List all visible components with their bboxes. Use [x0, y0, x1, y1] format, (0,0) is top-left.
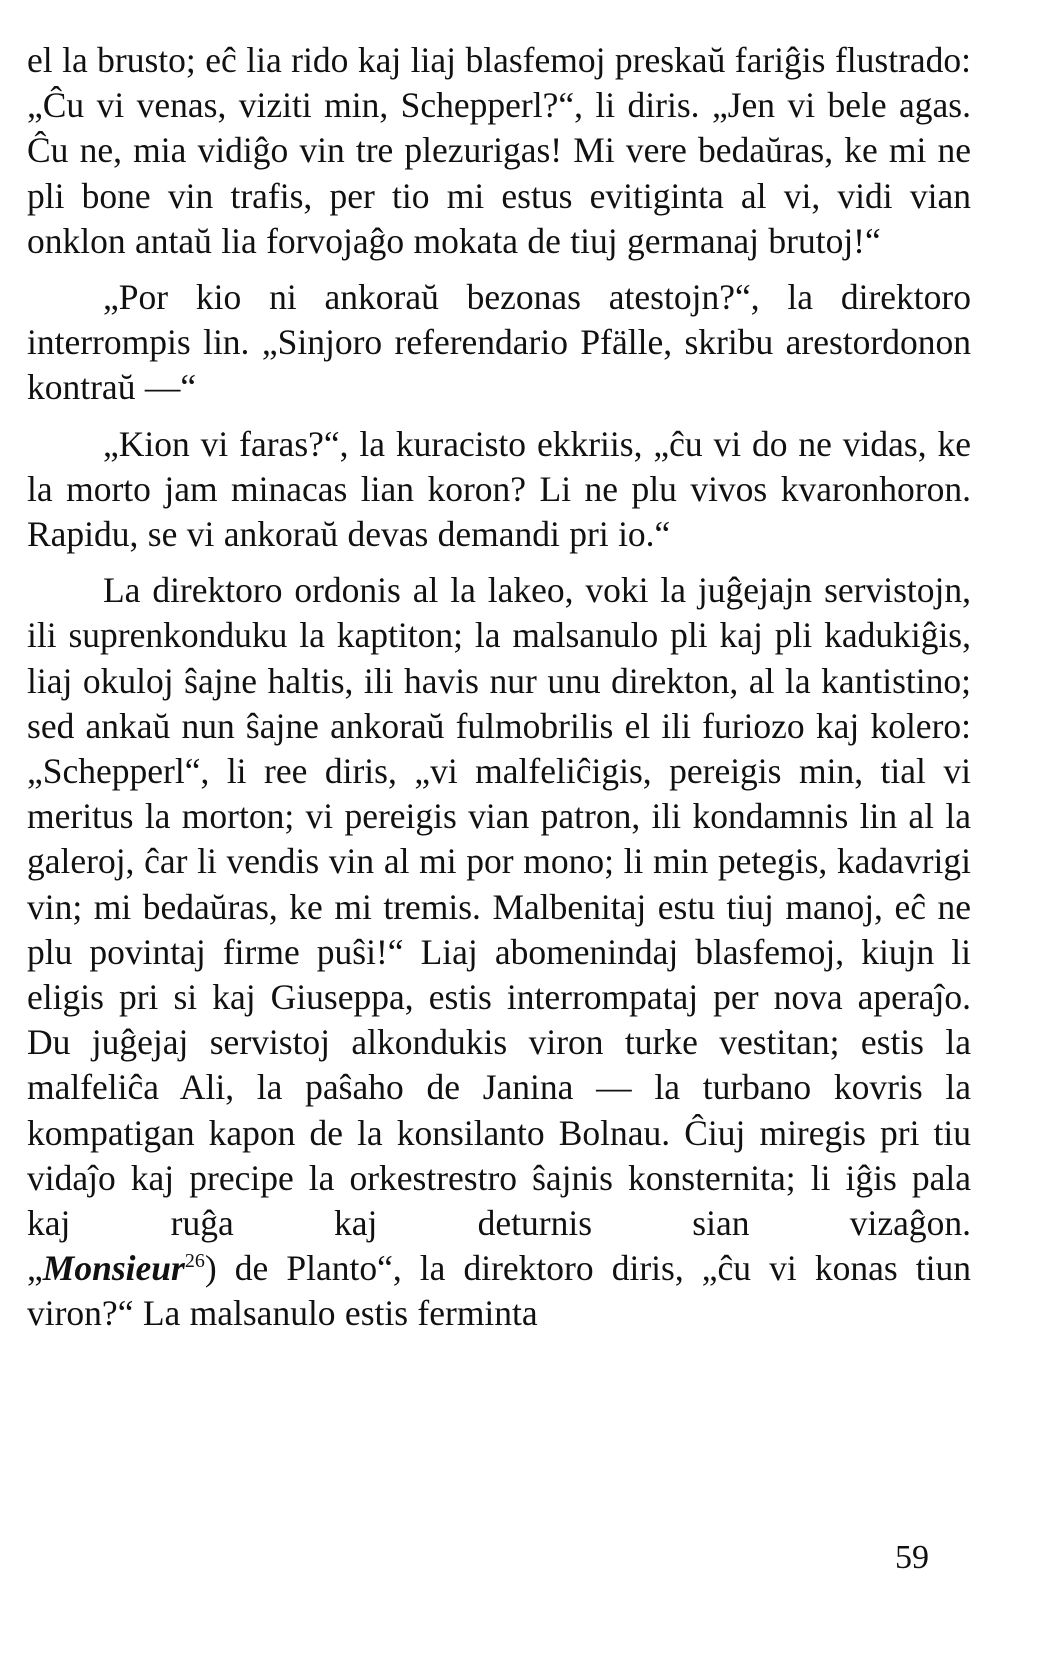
paragraph-monsieur-line — [27, 1246, 971, 1336]
paragraph-director-interrupts: „Por kio ni ankoraŭ bezonas atestojn?“, la direktoro interrompis lin. „Sinjoro referendario Pfälle, skribu arestordonon kontraŭ —“ — [27, 277, 971, 408]
footnote-ref: 26 — [184, 1250, 205, 1273]
body-text — [27, 38, 971, 1337]
page-number: 59 — [895, 1539, 929, 1576]
monsieur-rest: ) de Planto“, la direktoro diris, „ĉu vi konas tiun viron?“ La malsanulo estis ferminta — [27, 1248, 971, 1334]
open-quote: „ — [27, 1248, 43, 1289]
paragraph-director-orders: La direktoro ordonis al la lakeo, voki la juĝejajn servistojn, ili suprenkonduku la kaptiton; la malsanulo pli kaj pli kadukiĝis, liaj okuloj ŝajne haltis, ili havis nur unu direkton, al la kantistino; sed ankaŭ nun ŝajne ankoraŭ fulmobrilis el ili furiozo kaj kolero: „Schepperl“, li ree diris, „vi malfeliĉigis, pereigis min, tial vi meritus la morton; vi pereigis vian patron, ili kondamnis lin al la galeroj, ĉar li vendis vin al mi por mono; li min petegis, kadavrigi vin; mi bedaŭras, ke mi tremis. Malbenitaj estu tiuj manoj, eĉ ne plu povintaj firme puŝi!“ Liaj abomenindaj blasfemoj, kiujn li eligis pri si kaj Giuseppa, estis interrompataj per nova aperaĵo. Du juĝejaj servistoj alkondukis viron turke vestitan; estis la malfeliĉa Ali, la paŝaho de Janina — la turbano kovris la kompatigan kapon de la konsilanto Bolnau. Ĉiuj miregis pri tiu vidaĵo kaj precipe la orkestrestro ŝajnis konsternita; li iĝis pala kaj ruĝa kaj deturnis sian vizaĝon. — [27, 570, 971, 1244]
monsieur-word: Monsieur — [42, 1248, 185, 1289]
paragraph-continuation: el la brusto; eĉ lia rido kaj liaj blasfemoj preskaŭ fariĝis flustrado: „Ĉu vi venas, viziti min, Schepperl?“, li diris. „Jen vi bele agas. Ĉu ne, mia vidiĝo vin tre plezurigas! Mi vere bedaŭras, ke mi ne pli bone vin trafis, per tio mi estus evitiginta al vi, vidi vian onklon antaŭ lia forvojaĝo mokata de tiuj germanaj brutoj!“ — [27, 40, 971, 261]
paragraph-doctor-exclaims: „Kion vi faras?“, la kuracisto ekkriis, „ĉu vi do ne vidas, ke la morto jam minacas lian koron? Li ne plu vivos kvaronhoron. Rapidu, se vi ankoraŭ devas demandi pri io.“ — [27, 423, 971, 555]
